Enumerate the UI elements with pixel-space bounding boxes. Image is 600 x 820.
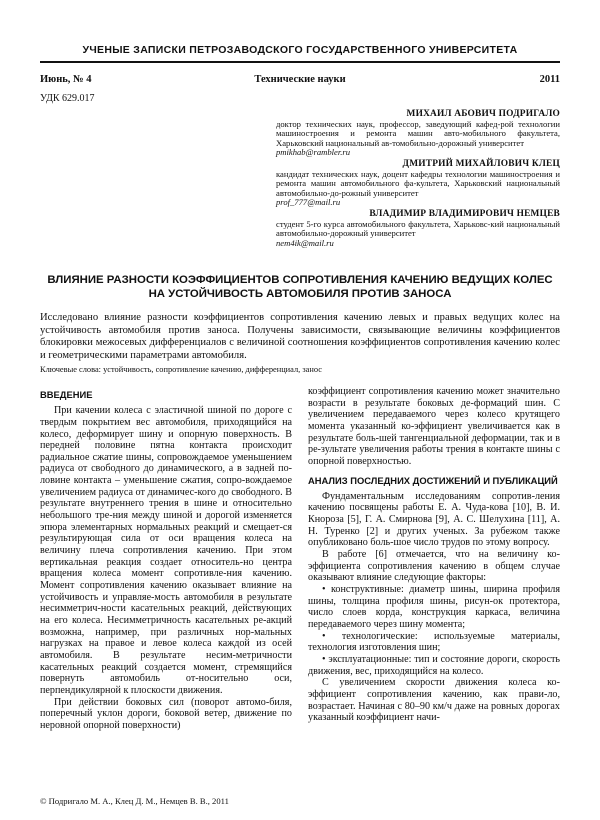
abstract: Исследовано влияние разности коэффициентов сопротивления качению левых и правых ведущих колес на устойчивость автомобиля против заноса. Получены зависимости, связывающие величины коэффициентов блокировки межосевых дифференциалов с величиной соотношения коэффициентов сопротивления качению колес и геометрическими параметрами автомобиля. [40, 312, 560, 361]
author-block [276, 110, 560, 250]
section-name: Технические науки [254, 74, 346, 85]
list-item: • конструктивные: диаметр шины, ширина профиля шины, толщина профиля шины, рисун-ок протектора, число слоев корда, конструкция каркаса, величина передаваемого через шину момента; [308, 584, 560, 631]
article-title: ВЛИЯНИЕ РАЗНОСТИ КОЭФФИЦИЕНТОВ СОПРОТИВЛЕНИЯ КАЧЕНИЮ ВЕДУЩИХ КОЛЕС НА УСТОЙЧИВОСТЬ АВТОМОБИЛЯ ПРОТИВ ЗАНОСА [47, 274, 553, 300]
author-email[interactable]: nem4ik@mail.ru [276, 237, 334, 248]
author-name: МИХАИЛ АБОВИЧ ПОДРИГАЛО [406, 109, 560, 119]
body-paragraph-continued: коэффициент сопротивления качению может значительно возрасти в результате боковых де-формаций шин. С увеличением передаваемого через колесо крутящего момента указанный ко-эффициент увеличивается как в результате боль-шей тангенциальной деформации, так и в ре-зультате увеличения работы трения в контакте шины с опорной поверхностью. [308, 386, 560, 467]
author-name: ДМИТРИЙ МИХАЙЛОВИЧ КЛЕЦ [402, 158, 560, 169]
udk-code: УДК 629.017 [40, 93, 95, 104]
body-paragraph: В работе [6] отмечается, что на величину ко-эффициента сопротивления качению в общем случае оказывают влияние следующие факторы: [308, 549, 560, 584]
copyright-notice: © Подригало М. А., Клец Д. М., Немцев В. В., 2011 [40, 796, 229, 806]
author-affiliation: студент 5-го курса автомобильного факультета, Харьковс-кий национальный автомобильно-дорожный университет [276, 218, 560, 239]
body-paragraph: При качении колеса с эластичной шиной по дороге с твердым покрытием вес автомобиля, приходящийся на колесо, деформирует шину и опорную поверхность. В передней половине пятна контакта происходит радиальное сжатие шины, сопровождаемое уменьшением радиуса от свободного до динамического, а в задней по-ловине контакта – уменьшение сжатия, сопро-вождаемое увеличением радиуса от динамичес-кого до свободного. В результате внутреннего трения в шине и относительно небольшого тре-ния между шиной и дорогой изменяется эпюра элементарных нормальных реакций и смещает-ся результирующая сила от оси вращения колеса на величину плеча сопротивления качению. При этом вертикальная реакция создает относитель-но центра вращения колеса момент сопротивле-ния качению. Момент сопротивления качению оказывает влияние на устойчивость и управляе-мость автомобиля в результате несимметрич-ности касательных реакций, действующих на его колеса. Несимметричность касательных ре-акций возможна, например, при различных нор-мальных нагрузках на правое и левое колеса каждой из осей автомобиля. В результате несим-метричности касательных реакций создается момент, стремящийся повернуть автомобиль от-носительно оси, перпендикулярной к плоскости движения. [40, 405, 292, 696]
issue-year: 2011 [539, 74, 560, 85]
body-paragraph: Фундаментальным исследованиям сопротив-ления качению посвящены работы Е. А. Чуда-кова [10], В. И. Кнороза [5], Г. А. Смирнова [9], А. С. Шелухина [11], А. Н. Туренко [2] и других ученых. За рубежом также опубликовано боль-шое число трудов по этому вопросу. [308, 490, 560, 549]
author-affiliation: доктор технических наук, профессор, заведующий кафед-рой технологии машиностроения и ремонта машин авто-мобильного факультета, Харьковский национальный ав-томобильно-дорожный университет [276, 118, 560, 148]
body-paragraph: С увеличением скорости движения колеса ко-эффициент сопротивления качению, как прави-ло, возрастает. Начиная с 80–90 км/ч даже на ровных дорогах указанный коэффициент начи- [308, 677, 560, 724]
section-heading-introduction: ВВЕДЕНИЕ [40, 389, 93, 400]
author-email[interactable]: prof_777@mail.ru [276, 197, 341, 208]
list-item: • эксплуатационные: тип и состояние дороги, скорость движения, вес, приходящийся на колесо. [308, 653, 560, 677]
left-column [40, 386, 292, 732]
author-email[interactable]: pmikhab@rambler.ru [276, 147, 351, 158]
header-rule [40, 61, 560, 63]
author-name: ВЛАДИМИР ВЛАДИМИРОВИЧ НЕМЦЕВ [369, 208, 560, 219]
keywords: Ключевые слова: устойчивость, сопротивление качению, дифференциал, занос [40, 365, 322, 374]
journal-title: УЧЕНЫЕ ЗАПИСКИ ПЕТРОЗАВОДСКОГО ГОСУДАРСТВЕННОГО УНИВЕРСИТЕТА [82, 44, 518, 56]
right-column [308, 386, 560, 724]
body-paragraph: При действии боковых сил (поворот автомо-биля, поперечный уклон дороги, боковой ветер, движение по неровной опорной поверхности) [40, 696, 292, 731]
list-item: • технологические: используемые материалы, технология изготовления шин; [308, 630, 560, 654]
issue-number: Июнь, № 4 [40, 74, 92, 85]
author-affiliation: кандидат технических наук, доцент кафедры технологии машиностроения и ремонта машин автомобильного фа-культета, Харьковский национальный автомобильно-до-рожный университет [276, 168, 560, 198]
section-heading-analysis: АНАЛИЗ ПОСЛЕДНИХ ДОСТИЖЕНИЙ И ПУБЛИКАЦИЙ [308, 474, 558, 486]
